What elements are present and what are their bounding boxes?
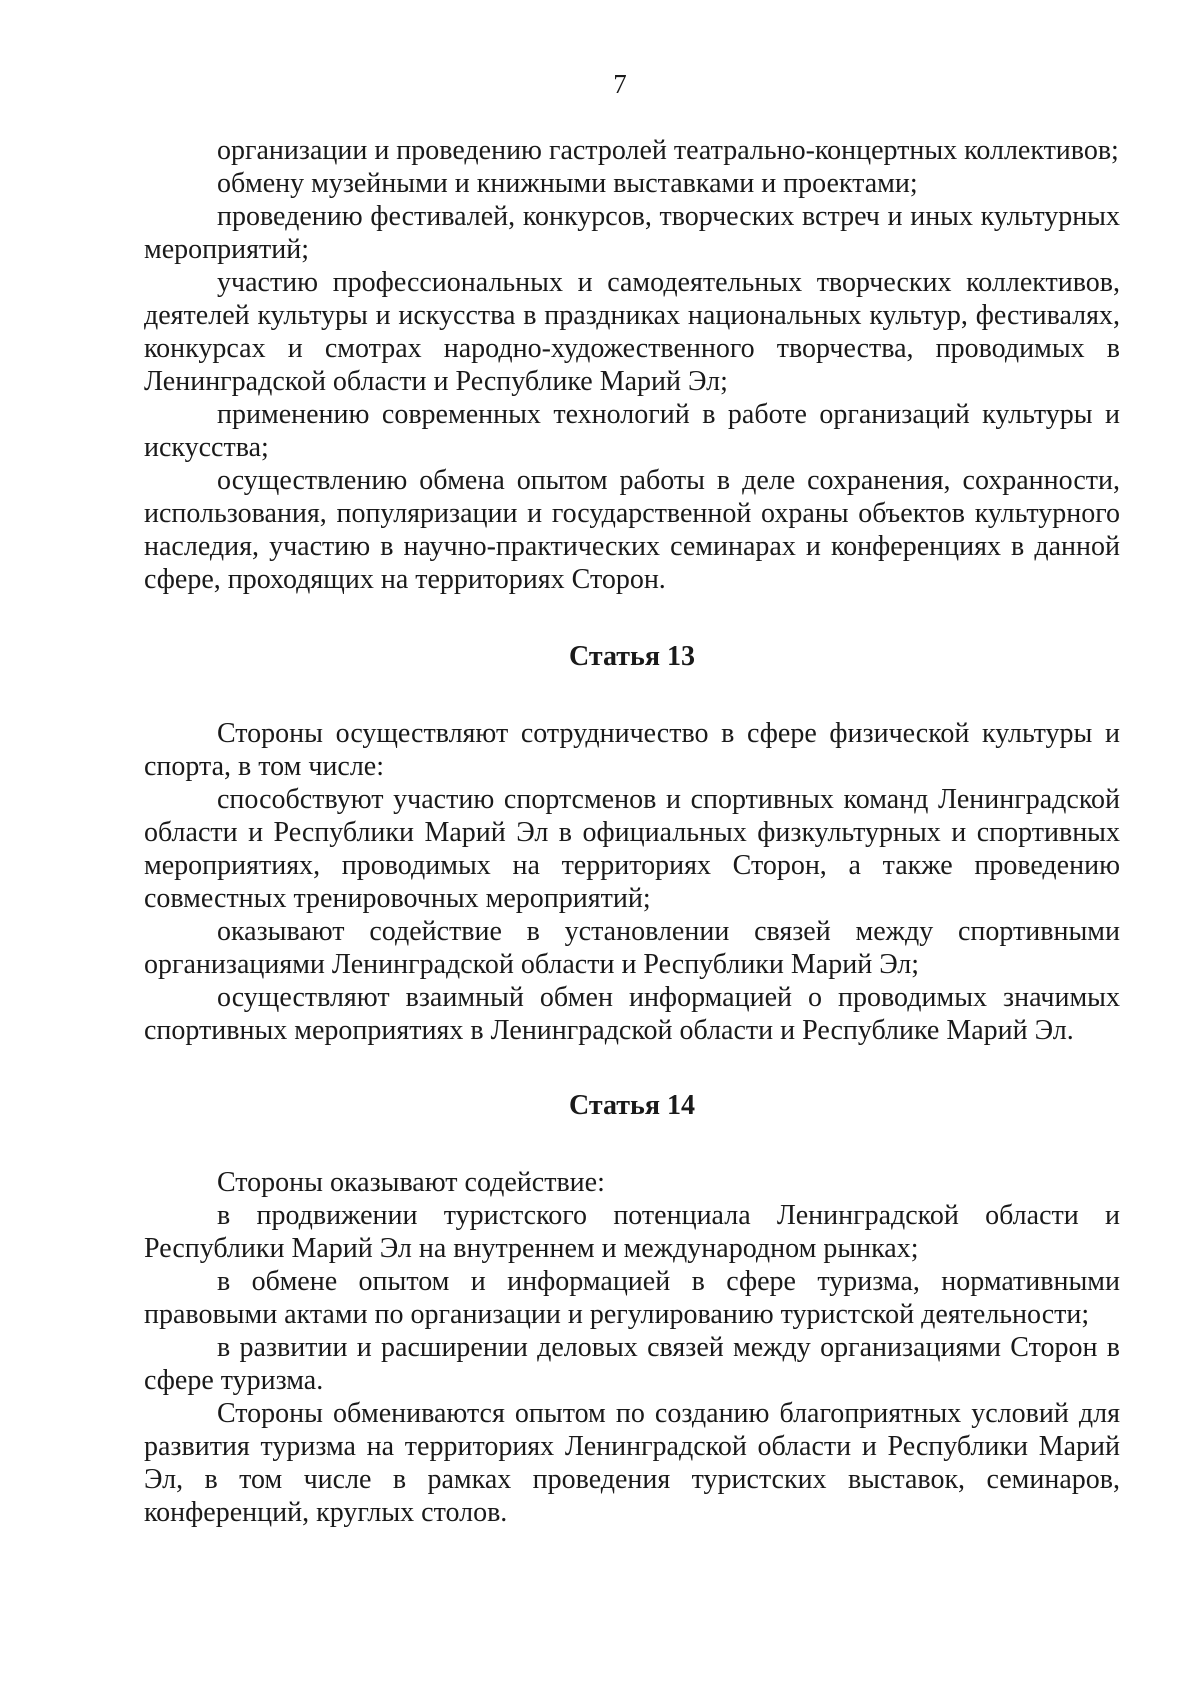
paragraph: Стороны обмениваются опытом по созданию благоприятных условий для развития туризма на территориях Ленинградской области и Республики Марий Эл, в том числе в рамках проведения туристских выставок, семинаров, конференций, круглых столов. (144, 1398, 1120, 1528)
paragraph: в обмене опытом и информацией в сфере туризма, нормативными правовыми актами по организации и регулированию туристской деятельности; (144, 1266, 1120, 1330)
paragraph: применению современных технологий в работе организаций культуры и искусства; (144, 399, 1120, 463)
paragraph: в продвижении туристского потенциала Ленинградской области и Республики Марий Эл на внутреннем и международном рынках; (144, 1200, 1120, 1264)
paragraph: Стороны оказывают содействие: (217, 1167, 605, 1198)
spacer (144, 673, 1120, 717)
paragraph: оказывают содействие в установлении связей между спортивными организациями Ленинградской области и Республики Марий Эл; (144, 916, 1120, 980)
paragraph: обмену музейными и книжными выставками и проектами; (217, 168, 918, 199)
paragraph: Стороны осуществляют сотрудничество в сфере физической культуры и спорта, в том числе: (144, 718, 1120, 782)
page-number: 7 (613, 69, 627, 99)
paragraph: проведению фестивалей, конкурсов, творческих встреч и иных культурных мероприятий; (144, 201, 1120, 265)
paragraph: участию профессиональных и самодеятельных творческих коллективов, деятелей культуры и искусства в праздниках национальных культур, фестивалях, конкурсах и смотрах народно-художественного творчества, проводимых в Ленинградской области и Республике Марий Эл; (144, 267, 1120, 397)
paragraph: организации и проведению гастролей театрально-концертных коллективов; (217, 135, 1119, 166)
document-body (144, 134, 1120, 1529)
paragraph: осуществляют взаимный обмен информацией о проводимых значимых спортивных мероприятиях в Ленинградской области и Республике Марий Эл. (144, 982, 1120, 1046)
spacer (144, 1047, 1120, 1089)
article-13-heading: Статья 13 (569, 641, 695, 672)
paragraph: способствуют участию спортсменов и спортивных команд Ленинградской области и Республики Марий Эл в официальных физкультурных и спортивных мероприятиях, проводимых на территориях Сторон, а также проведению совместных тренировочных мероприятий; (144, 784, 1120, 914)
spacer (144, 1122, 1120, 1166)
spacer (144, 596, 1120, 640)
article-14-heading: Статья 14 (569, 1090, 695, 1121)
paragraph: осуществлению обмена опытом работы в деле сохранения, сохранности, использования, популяризации и государственной охраны объектов культурного наследия, участию в научно-практических семинарах и конференциях в данной сфере, проходящих на территориях Сторон. (144, 465, 1120, 595)
paragraph: в развитии и расширении деловых связей между организациями Сторон в сфере туризма. (144, 1332, 1120, 1396)
